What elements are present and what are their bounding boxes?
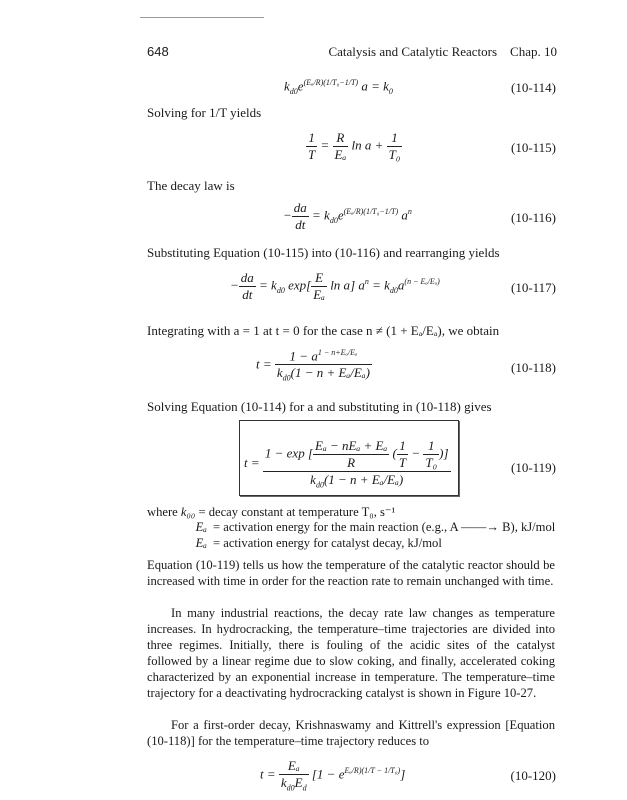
equation-number: (10-120) [510,768,556,783]
page-number: 648 [147,44,169,59]
chapter-label: Chap. 10 [510,44,557,59]
text-solving-1t: Solving for 1/T yields [147,105,262,120]
equation-number: (10-117) [510,280,556,295]
definition-row: where k₀₀ = decay constant at temperature T₀, s⁻¹ [147,505,396,519]
paragraph: In many industrial reactions, the decay rate law changes as temperature increases. In hydrocracking, the temperature–time trajectories are divided into three regimes. Initially, there is fouling of the acidic sites of the catalyst followed by a linear regime due to slow coking, and finally, accelerated coking characterized by an exponential increase in temperature. The temperature–time trajectory for a deactivating hydrocracking catalyst is shown in Figure 10-27. [147,606,555,700]
text-decay-law: The decay law is [147,178,235,193]
equation-10-115: $\frac{1}{T}$ = $\frac{R}{\text{Eₐ}}$ ln a + $\frac{1}{\text{T₀}}$ (10-115) [308,130,556,162]
top-rule [140,17,264,18]
running-header [328,44,557,60]
text-solving-a: Solving Equation (10-114) for a and substituting in (10-118) gives [147,399,492,414]
equation-10-118: t = $\frac{1 - a^{1 - n+E_a/E_a}}{k_{d0}(1 - n + E_a/E_a)}$ (10-118) [256,348,556,383]
running-title: Catalysis and Catalytic Reactors [328,44,498,59]
paragraph: For a first-order decay, Krishnaswamy and Kittrell's expression [Equation (10-118)] for the temperature–time trajectory reduces to [147,718,555,748]
text-substituting: Substituting Equation (10-115) into (10-116) and rearranging yields [147,245,500,260]
equation-10-120: t = $\frac{\text{Eₐ}}{k_{d0}E_d}$ $[1 - e^{E_a/R)(1/T - 1/T_0)}]$ (10-120) [260,758,556,793]
where-definitions [147,504,555,552]
paragraph: Equation (10-119) tells us how the temperature of the catalytic reactor should be increased with time in order for the reaction rate to remain unchanged with time. [147,558,555,588]
definition-row: Eₐ = activation energy for the main reaction (e.g., A ——→ B), kJ/mol [195,520,556,534]
equation-number: (10-119) [510,460,556,475]
equation-number: (10-114) [510,80,556,95]
equation-10-119: t = 1 − exp [ $\frac{\text{Eₐ − nEₐ + Eₐ}}{R}$ ( $\frac{1}{T}$ − $\frac{1}{\text{T₀}}$ )] $k_{d0}(1 - n + E_a/E_a)$ (10-119) [244,438,556,490]
equation-number: (10-116) [510,210,556,225]
equation-10-116: − $\frac{da}{dt}$ = $k_{d0}e^{(E_a/R)(1/T_0-1/T)}$ $a^n$ (10-116) [283,200,556,232]
equation-number: (10-115) [510,140,556,155]
equation-10-114: $k_{d0}e^{(E_a/R)(1/T_0-1/T)}$ $a = k_0$ (10-114) [284,78,556,96]
definition-row: Eₐ = activation energy for catalyst decay, kJ/mol [195,536,442,550]
equation-10-117: − $\frac{da}{dt}$ = $k_{d0}$ exp[ $\frac{E}{\text{Eₐ}}$ ln a] $a^n = k_{d0}a^{(n - E_a/E_a)}$ (10-117) [230,270,556,302]
equation-number: (10-118) [510,360,556,375]
text-integrating: Integrating with a = 1 at t = 0 for the case n ≠ (1 + Eₐ/Eₐ), we obtain [147,323,500,338]
